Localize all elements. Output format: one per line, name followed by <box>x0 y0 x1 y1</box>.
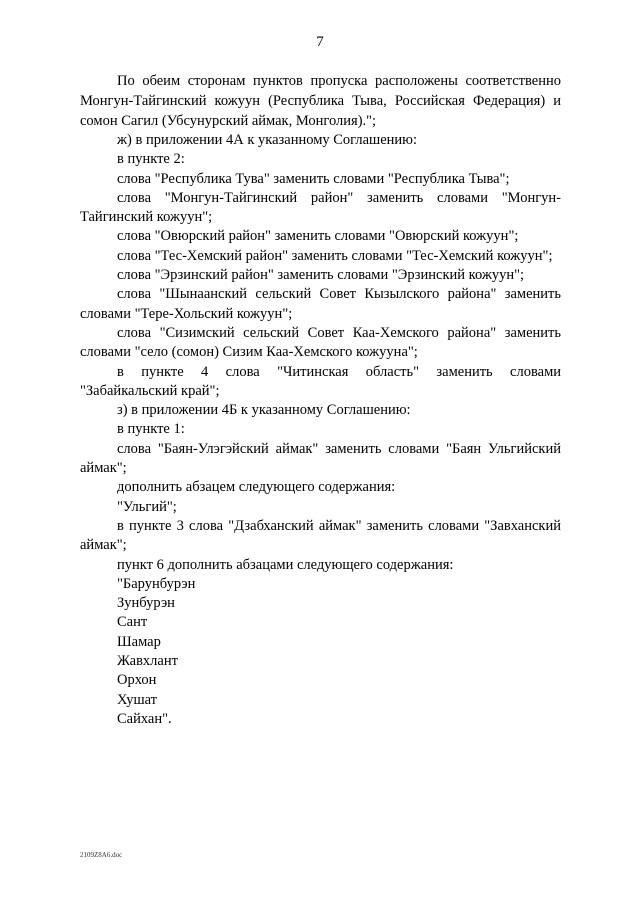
paragraph: слова "Республика Тува" заменить словами "Республика Тыва"; <box>117 170 510 187</box>
paragraph: з) в приложении 4Б к указанному Соглашению: <box>117 402 411 419</box>
paragraph: в пункте 3 слова "Дзабханский аймак" заменить словами "Завханский аймак"; <box>80 517 561 554</box>
paragraph: слова "Тес-Хемский район" заменить словами "Тес-Хемский кожуун"; <box>117 247 553 264</box>
list-line: "Барунбурэн <box>117 575 196 592</box>
paragraph: По обеим сторонам пунктов пропуска расположены соответственно Монгун-Тайгинский кожуун (Республика Тыва, Российская Федерация) и сомон Сагил (Убсунурский аймак, Монголия)."; <box>80 73 561 129</box>
list-line: Орхон <box>117 672 157 689</box>
paragraph: слова "Монгун-Тайгинский район" заменить словами "Монгун-Тайгинский кожуун"; <box>80 189 561 226</box>
paragraph: в пункте 1: <box>117 421 185 438</box>
page-number: 7 <box>316 34 324 50</box>
paragraph: ж) в приложении 4А к указанному Соглашению: <box>117 132 418 148</box>
paragraph: "Ульгий"; <box>117 498 177 515</box>
paragraph: пункт 6 дополнить абзацами следующего содержания: <box>117 556 454 573</box>
list-line: Сайхан". <box>117 710 172 727</box>
document-file-code: 2109Z8A6.doc <box>80 851 123 859</box>
paragraph: слова "Баян-Улэгэйский аймак" заменить словами "Баян Ульгийский аймак"; <box>80 440 561 477</box>
paragraph: слова "Овюрский район" заменить словами "Овюрский кожуун"; <box>117 228 519 245</box>
list-line: Жавхлант <box>117 653 178 670</box>
list-line: Зунбурэн <box>117 595 175 612</box>
list-line: Шамар <box>117 633 161 650</box>
paragraph: слова "Шынаанский сельский Совет Кызылского района" заменить словами "Тере-Хольский кожуун"; <box>80 286 561 322</box>
document-body <box>80 71 561 729</box>
paragraph: слова "Сизимский сельский Совет Каа-Хемского района" заменить словами "село (сомон) Сизим Каа-Хемского кожууна"; <box>80 324 561 361</box>
paragraph: в пункте 4 слова "Читинская область" заменить словами "Забайкальский край"; <box>80 363 561 399</box>
paragraph: в пункте 2: <box>117 151 185 168</box>
paragraph: слова "Эрзинский район" заменить словами "Эрзинский кожуун"; <box>117 267 525 284</box>
paragraph: дополнить абзацем следующего содержания: <box>117 479 396 496</box>
list-line: Сант <box>117 614 148 631</box>
list-line: Хушат <box>117 691 158 708</box>
